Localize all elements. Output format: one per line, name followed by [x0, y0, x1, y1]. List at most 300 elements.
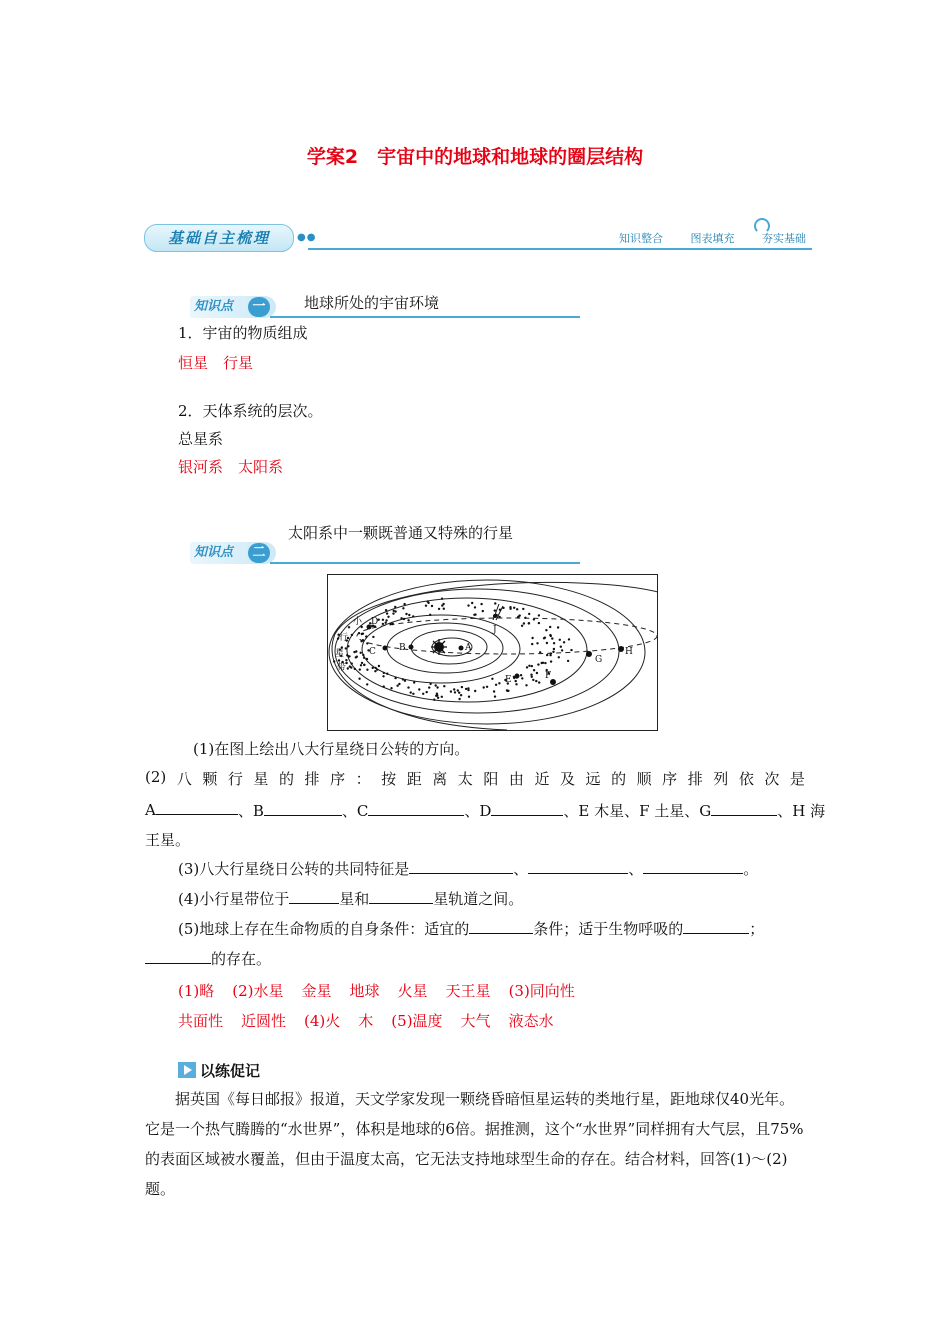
q2-token: 列: [713, 770, 729, 788]
blank-g[interactable]: [711, 801, 777, 816]
q2-text: 、B: [237, 802, 264, 820]
blank-b[interactable]: [264, 801, 342, 816]
banner-tag: 知识整合: [619, 232, 663, 245]
blank-q5-2[interactable]: [683, 919, 749, 934]
asteroid-dot: [345, 659, 347, 661]
asteroid-dot: [533, 618, 535, 620]
asteroid-dot: [533, 669, 535, 671]
asteroid-dot: [546, 654, 548, 656]
page-title: 学案2 宇宙中的地球和地球的圈层结构: [306, 146, 644, 168]
asteroid-dot: [531, 665, 533, 667]
asteroid-dot: [483, 686, 485, 688]
asteroid-dot: [400, 617, 402, 619]
answer-item: 金星: [301, 982, 332, 1000]
asteroid-dot: [392, 612, 394, 614]
knowledge-point-1-header: [190, 290, 580, 322]
q2-text: 、E 木星、F 土星、G: [563, 802, 712, 820]
asteroid-dot: [531, 637, 533, 639]
asteroid-dot: [528, 613, 530, 615]
kp-underline: [270, 562, 580, 564]
answer-item: 大气: [460, 1012, 491, 1030]
asteroid-dot: [346, 654, 348, 656]
asteroid-dot: [366, 658, 368, 660]
kp2-question-2-line-2: [145, 800, 826, 821]
answer-item: (4)火: [304, 1012, 341, 1030]
label-h: H: [625, 647, 633, 657]
blank-q3-1[interactable]: [409, 859, 513, 874]
label-f: F: [545, 671, 552, 681]
belt-label-2: 行: [339, 633, 349, 643]
q4-text: 星轨道之间。: [433, 890, 524, 908]
asteroid-dot: [418, 688, 420, 690]
asteroid-dot: [345, 647, 347, 649]
asteroid-dot: [532, 679, 534, 681]
q4-text: 星和: [339, 890, 370, 908]
planet-c: [383, 646, 388, 651]
asteroid-dot: [536, 642, 538, 644]
question-2: 2．天体系统的层次。: [178, 402, 323, 420]
blank-d[interactable]: [491, 801, 563, 816]
asteroid-dot: [522, 608, 524, 610]
asteroid-dot: [425, 605, 427, 607]
asteroid-dot: [495, 684, 497, 686]
asteroid-dot: [359, 668, 361, 670]
q2-text: A: [145, 801, 156, 819]
asteroid-dot: [382, 619, 384, 621]
asteroid-dot: [494, 695, 496, 697]
asteroid-dot: [351, 634, 353, 636]
label-g: G: [595, 655, 603, 665]
blank-q3-2[interactable]: [528, 859, 628, 874]
q2-token: 近: [534, 770, 550, 788]
asteroid-dot: [393, 610, 395, 612]
answer-item: 太阳系: [238, 458, 284, 476]
answer-item: 木: [358, 1012, 374, 1030]
asteroid-dot: [498, 682, 500, 684]
play-icon: [178, 1062, 196, 1078]
asteroid-dot: [494, 609, 496, 611]
asteroid-dot: [366, 683, 368, 685]
asteroid-dot: [515, 680, 517, 682]
asteroid-dot: [372, 636, 374, 638]
q2-token: 颗: [202, 770, 218, 788]
asteroid-dot: [486, 686, 488, 688]
asteroid-dot: [467, 687, 469, 689]
asteroid-dot: [480, 603, 482, 605]
kp2-question-1: (1)在图上绘出八大行星绕日公转的方向。: [193, 740, 470, 758]
asteroid-dot: [390, 687, 392, 689]
answer-item: 火星: [397, 982, 428, 1000]
label-c: C: [369, 647, 376, 657]
asteroid-dot: [551, 637, 553, 639]
kp-number: 一: [248, 297, 270, 317]
blank-q4-2[interactable]: [369, 889, 433, 904]
asteroid-dot: [570, 649, 572, 651]
belt-label-4: 带: [337, 663, 347, 673]
kp2-title: 太阳系中一颗既普通又特殊的行星: [288, 524, 514, 542]
asteroid-dot: [460, 694, 462, 696]
answer-1: [178, 352, 253, 373]
asteroid-dot: [458, 698, 460, 700]
asteroid-dot: [356, 656, 358, 658]
asteroid-dot: [333, 660, 335, 662]
q3-sep: 、: [513, 860, 529, 878]
q2-token: 离: [432, 770, 448, 788]
asteroid-dot: [543, 637, 545, 639]
asteroid-dot: [402, 678, 404, 680]
asteroid-dot: [396, 685, 398, 687]
asteroid-dot: [405, 613, 407, 615]
asteroid-dot: [468, 696, 470, 698]
answer-item: 地球: [349, 982, 380, 1000]
asteroid-dot: [539, 651, 541, 653]
asteroid-dot: [436, 686, 438, 688]
kp-label: 知识点: [190, 542, 276, 564]
asteroid-dot: [553, 648, 555, 650]
blank-q4-1[interactable]: [289, 889, 339, 904]
asteroid-dot: [412, 615, 414, 617]
kp2-question-5: [178, 918, 764, 939]
asteroid-dot: [538, 622, 540, 624]
q2-token: 的: [278, 770, 294, 788]
asteroid-dot: [386, 612, 388, 614]
asteroid-dot: [454, 691, 456, 693]
practice-paragraph: 据英国《每日邮报》报道，天文学家发现一颗绕昏暗恒星运转的类地行星，距地球仅40光年。它是一个热气腾腾的“水世界”，体积是地球的6倍。据推测，这个“水世界”同样拥有大气层，且75%的表面区域被水覆盖，但由于温度太高，它无法支持地球型生命的存在。结合材料，回答(1)～(2)题。: [145, 1090, 804, 1198]
asteroid-dot: [531, 643, 533, 645]
asteroid-dot: [348, 655, 350, 657]
asteroid-dot: [471, 602, 473, 604]
practice-heading: [178, 1060, 260, 1081]
asteroid-dot: [358, 632, 360, 634]
asteroid-dot: [515, 683, 517, 685]
asteroid-dot: [519, 614, 521, 616]
asteroid-dot: [382, 623, 384, 625]
answer-item: 共面性: [178, 1012, 224, 1030]
asteroid-dot: [461, 686, 463, 688]
asteroid-dot: [383, 685, 385, 687]
asteroid-dot: [407, 619, 409, 621]
q3-end: 。: [743, 860, 759, 878]
section-banner: [144, 218, 812, 252]
asteroid-dot: [348, 626, 350, 628]
solar-system-diagram: [327, 574, 658, 731]
q2-token: 阳: [483, 770, 499, 788]
asteroid-dot: [441, 696, 443, 698]
kp-label: 知识点: [190, 296, 276, 318]
asteroid-dot: [413, 681, 415, 683]
kp-number: 二: [248, 543, 270, 563]
asteroid-dot: [351, 662, 353, 664]
label-j: J: [493, 625, 497, 635]
banner-label: 基础自主梳理: [144, 224, 294, 252]
asteroid-dot: [443, 608, 445, 610]
asteroid-dot: [435, 684, 437, 686]
q5-text: 的存在。: [211, 950, 272, 968]
q3-sep: 、: [628, 860, 644, 878]
kp2-question-2-line-3: 王星。: [145, 831, 191, 849]
q3-text: (3)八大行星绕日公转的共同特征是: [178, 860, 410, 878]
asteroid-dot: [520, 674, 522, 676]
kp2-answers-line-2: [178, 1010, 572, 1031]
q2-token: 由: [508, 770, 524, 788]
asteroid-dot: [544, 662, 546, 664]
asteroid-dot: [549, 654, 551, 656]
asteroid-dot: [536, 672, 538, 674]
asteroid-dot: [568, 638, 570, 640]
answer-item: (2)水星: [232, 982, 284, 1000]
asteroid-dot: [433, 699, 435, 701]
asteroid-dot: [538, 614, 540, 616]
asteroid-dot: [428, 686, 430, 688]
asteroid-dot: [474, 606, 476, 608]
asteroid-dot: [557, 626, 559, 628]
answer-item: (5)温度: [391, 1012, 443, 1030]
asteroid-dot: [453, 688, 455, 690]
q2-token: 行: [227, 770, 243, 788]
asteroid-dot: [498, 616, 500, 618]
asteroid-dot: [513, 607, 515, 609]
asteroid-dot: [372, 667, 374, 669]
q2-token: 排: [687, 770, 703, 788]
asteroid-dot: [427, 602, 429, 604]
asteroid-dot: [385, 619, 387, 621]
kp2-answers-line-1: [178, 980, 593, 1001]
asteroid-dot: [442, 603, 444, 605]
answer-item: (3)同向性: [508, 982, 575, 1000]
q2-token: 八: [176, 770, 192, 788]
asteroid-dot: [358, 678, 360, 680]
q2-text: 、D: [464, 802, 492, 820]
q5-text: (5)地球上存在生命物质的自身条件：适宜的: [178, 920, 470, 938]
asteroid-dot: [363, 664, 365, 666]
asteroid-dot: [347, 645, 349, 647]
q2-token: 序: [330, 770, 346, 788]
asteroid-dot: [457, 689, 459, 691]
asteroid-dot: [491, 678, 493, 680]
answer-item: 近圆性: [241, 1012, 287, 1030]
hierarchy-top: 总星系: [178, 430, 224, 448]
answer-2: [178, 456, 283, 477]
question-1: 1．宇宙的物质组成: [178, 324, 308, 342]
asteroid-dot: [426, 691, 428, 693]
asteroid-dot: [422, 693, 424, 695]
asteroid-dot: [365, 635, 367, 637]
asteroid-dot: [407, 686, 409, 688]
banner-divider: [308, 248, 812, 250]
asteroid-dot: [530, 674, 532, 676]
q2-token: 排: [304, 770, 320, 788]
asteroid-dot: [353, 651, 355, 653]
asteroid-dot: [431, 605, 433, 607]
asteroid-dot: [493, 690, 495, 692]
asteroid-dot: [549, 626, 551, 628]
asteroid-dot: [404, 680, 406, 682]
answer-item: (1)略: [178, 982, 215, 1000]
asteroid-dot: [553, 642, 555, 644]
asteroid-dot: [338, 659, 340, 661]
label-e: E: [505, 675, 512, 685]
asteroid-dot: [363, 657, 365, 659]
banner-tags: [605, 230, 806, 246]
asteroid-dot: [350, 666, 352, 668]
blank-q3-3[interactable]: [643, 859, 743, 874]
q2-token: 顺: [636, 770, 652, 788]
practice-heading-text: 以练促记: [200, 1062, 261, 1080]
asteroid-dot: [382, 675, 384, 677]
asteroid-dot: [391, 623, 393, 625]
asteroid-dot: [567, 660, 569, 662]
asteroid-dot: [528, 665, 530, 667]
blank-q5-3[interactable]: [145, 949, 211, 964]
planet-b: [409, 645, 414, 650]
answer-item: 行星: [223, 354, 254, 372]
asteroid-dot: [528, 622, 530, 624]
q2-token: 的: [611, 770, 627, 788]
asteroid-dot: [521, 625, 523, 627]
q2-token: 按: [381, 770, 397, 788]
asteroid-dot: [549, 634, 551, 636]
asteroid-dot: [467, 604, 469, 606]
asteroid-dot: [429, 614, 431, 616]
planet-a: [459, 646, 464, 651]
q2-token: 距: [406, 770, 422, 788]
q5-text: ；: [749, 920, 765, 938]
q2-text: 、H 海: [777, 802, 826, 820]
q2-token: 依: [738, 770, 754, 788]
asteroid-dot: [374, 667, 376, 669]
kp2-question-3: [178, 858, 758, 879]
kp2-question-5-cont: [145, 948, 271, 969]
asteroid-dot: [482, 610, 484, 612]
asteroid-dot: [386, 673, 388, 675]
asteroid-dot: [538, 681, 540, 683]
blank-a[interactable]: [156, 800, 238, 815]
answer-item: 天王星: [445, 982, 491, 1000]
asteroid-dot: [450, 690, 452, 692]
planet-g: [586, 651, 592, 657]
asteroid-dot: [559, 639, 561, 641]
asteroid-dot: [366, 642, 368, 644]
asteroid-dot: [435, 695, 437, 697]
asteroid-dot: [374, 670, 376, 672]
asteroid-dot: [474, 613, 476, 615]
sun-icon: [431, 639, 447, 655]
asteroid-dot: [525, 684, 527, 686]
banner-tag: 夯实基础: [762, 232, 806, 245]
q2-token: (2): [145, 768, 167, 786]
asteroid-dot: [537, 663, 539, 665]
asteroid-dot: [437, 697, 439, 699]
asteroid-dot: [398, 683, 400, 685]
asteroid-dot: [474, 690, 476, 692]
q2-token: 次: [764, 770, 780, 788]
kp2-question-4: [178, 888, 523, 909]
kp2-question-2-line-1: [145, 768, 805, 789]
asteroid-dot: [378, 665, 380, 667]
label-b: B: [399, 643, 406, 653]
asteroid-dot: [535, 680, 537, 682]
asteroid-dot: [438, 608, 440, 610]
belt-label-1: 小: [353, 617, 363, 627]
asteroid-dot: [465, 688, 467, 690]
q5-text: 条件；适于生物呼吸的: [533, 920, 684, 938]
asteroid-dot: [541, 662, 543, 664]
q4-text: (4)小行星带位于: [178, 890, 290, 908]
asteroid-dot: [531, 676, 533, 678]
banner-dots-icon: ●●: [297, 232, 317, 243]
asteroid-dot: [394, 606, 396, 608]
asteroid-dot: [507, 690, 509, 692]
asteroid-dot: [347, 667, 349, 669]
q2-token: 星: [253, 770, 269, 788]
belt-label-3: 星: [335, 649, 345, 659]
blank-q5-1[interactable]: [469, 919, 533, 934]
answer-item: 液态水: [508, 1012, 554, 1030]
asteroid-dot: [560, 646, 562, 648]
asteroid-dot: [412, 693, 414, 695]
asteroid-dot: [362, 639, 364, 641]
asteroid-dot: [509, 608, 511, 610]
banner-tag: 图表填充: [690, 232, 735, 245]
label-a: A: [465, 643, 472, 653]
kp-underline: [270, 316, 580, 318]
asteroid-dot: [387, 616, 389, 618]
asteroid-dot: [550, 660, 552, 662]
planet-e: [515, 674, 520, 679]
q2-text: 、C: [341, 802, 369, 820]
asteroid-dot: [402, 607, 404, 609]
asteroid-dot: [443, 685, 445, 687]
asteroid-dot: [545, 629, 547, 631]
asteroid-dot: [394, 677, 396, 679]
q2-token: 及: [559, 770, 575, 788]
asteroid-dot: [561, 649, 563, 651]
asteroid-dot: [361, 662, 363, 664]
asteroid-dot: [558, 656, 560, 658]
asteroid-dot: [362, 654, 364, 656]
asteroid-dot: [385, 622, 387, 624]
asteroid-dot: [494, 602, 496, 604]
q2-token: 太: [457, 770, 473, 788]
asteroid-dot: [552, 651, 554, 653]
asteroid-dot: [523, 622, 525, 624]
asteroid-dot: [546, 642, 548, 644]
asteroid-dot: [383, 672, 385, 674]
asteroid-dot: [410, 691, 412, 693]
asteroid-dot: [366, 669, 368, 671]
asteroid-dot: [458, 692, 460, 694]
kp-title: 地球所处的宇宙环境: [304, 294, 440, 312]
blank-c[interactable]: [368, 801, 464, 816]
asteroid-dot: [429, 683, 431, 685]
q2-token: 远: [585, 770, 601, 788]
asteroid-dot: [385, 609, 387, 611]
asteroid-dot: [403, 603, 405, 605]
answer-item: 银河系: [178, 458, 224, 476]
q2-token: ：: [355, 770, 371, 788]
asteroid-dot: [521, 677, 523, 679]
asteroid-dot: [354, 668, 356, 670]
planet-h: [618, 646, 624, 652]
q2-token: 序: [662, 770, 678, 788]
asteroid-dot: [403, 618, 405, 620]
asteroid-dot: [563, 641, 565, 643]
label-d: D: [371, 617, 379, 627]
asteroid-dot: [362, 633, 364, 635]
asteroid-dot: [516, 608, 518, 610]
asteroid-dot: [408, 614, 410, 616]
asteroid-dot: [526, 666, 528, 668]
